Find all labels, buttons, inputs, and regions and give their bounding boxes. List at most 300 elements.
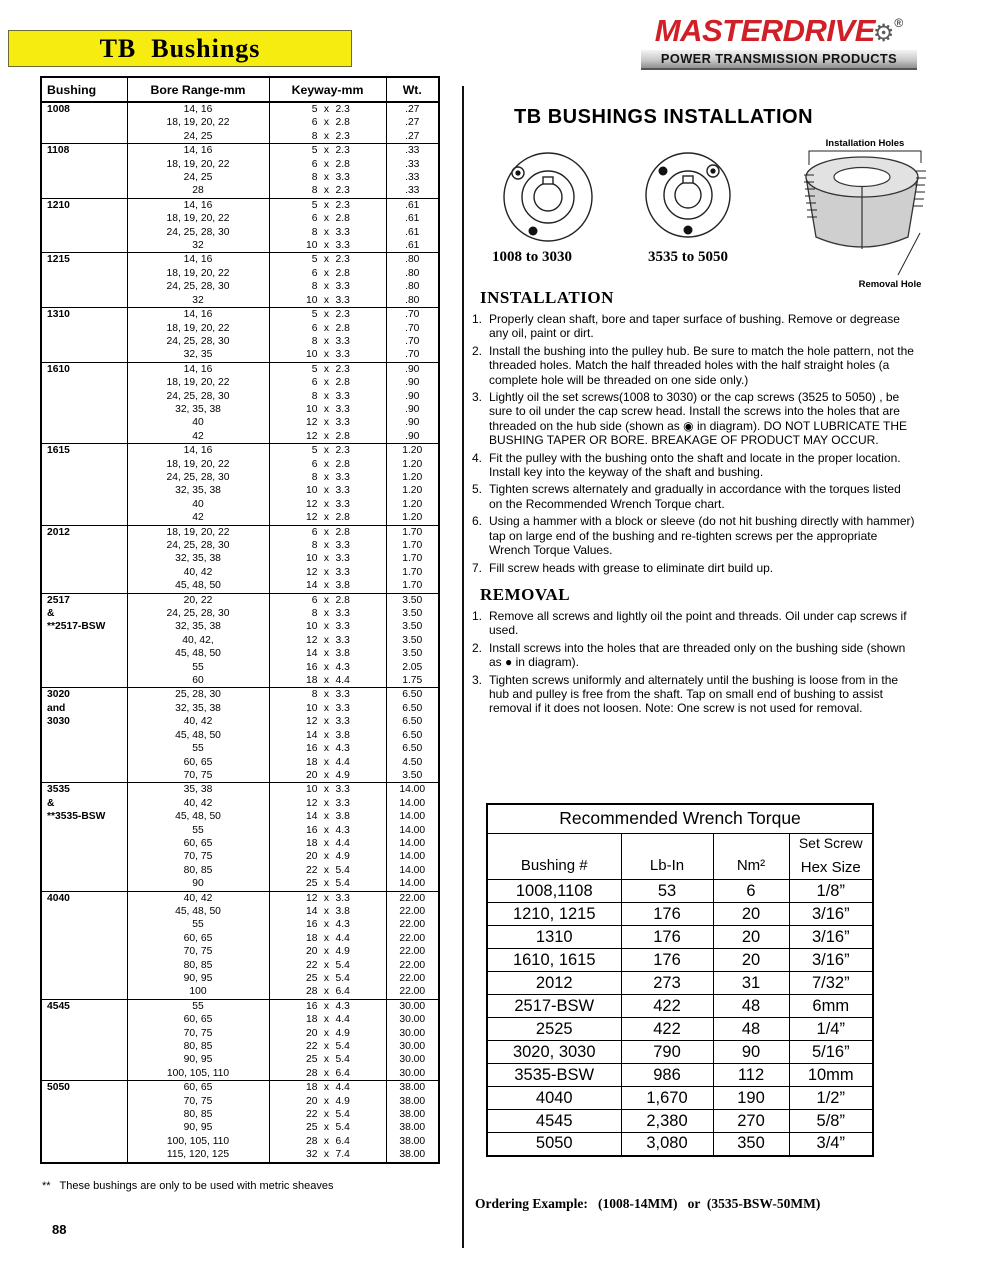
keyway-x: x [323,526,330,538]
torque-header-lbin: Lb-In [621,834,713,880]
hex-size-label: Hex Size [800,859,861,876]
keyway-width: 5 [311,145,318,157]
torque-bushing: 3020, 3030 [487,1041,621,1064]
keyway-x: x [323,445,330,457]
keyway-width: 8 [311,185,318,197]
torque-lbin: 790 [621,1041,713,1064]
weight-value: 1.70 [402,540,423,551]
keyway-width: 22 [306,1041,318,1053]
keyway-width: 12 [306,716,318,728]
weight-cell [386,362,439,443]
keyway-x: x [323,540,330,551]
keyway-value [270,1000,386,1013]
weight-value: 22.00 [399,959,426,971]
torque-row [487,1018,873,1041]
weight-value: 6.50 [402,743,423,755]
keyway-x: x [323,905,330,917]
page-number: 88 [52,1222,67,1237]
keyway-x: x [323,553,330,565]
keyway-width: 10 [306,294,318,306]
keyway-width: 25 [306,973,318,984]
torque-lbin: 1,670 [621,1087,713,1110]
keyway-x: x [323,661,330,673]
keyway-value [270,620,386,633]
torque-nm: 48 [713,1018,789,1041]
keyway-depth: 2.3 [335,104,350,115]
bore-value: 14, 16 [183,363,213,375]
keyway-cell [269,362,386,443]
keyway-width: 10 [306,349,318,361]
keyway-value [270,130,386,143]
bore-value: 32, 35, 38 [175,621,221,633]
keyway-width: 10 [306,702,318,714]
weight-value: .61 [405,226,420,238]
bore-value: 100, 105, 110 [166,1135,230,1147]
keyway-value [270,742,386,755]
keyway-depth: 3.3 [335,634,350,646]
torque-lbin: 53 [621,880,713,903]
weight-value: 30.00 [399,1014,426,1026]
bore-value: 32 [192,240,204,252]
torque-bushing: 2525 [487,1018,621,1041]
bore-value: 35, 38 [183,784,213,796]
keyway-width: 8 [311,335,318,347]
weight-cell [386,102,439,144]
weight-cell [386,308,439,363]
keyway-width: 32 [306,1149,318,1161]
weight-value: 22.00 [399,919,426,931]
bore-value: 100, 105, 110 [166,1067,230,1079]
bore-value: 55 [192,661,204,673]
keyway-depth: 4.3 [335,919,350,931]
keyway-depth: 4.4 [335,932,350,944]
bore-range-cell [127,362,269,443]
keyway-width: 5 [311,199,318,211]
torque-header-hex [789,834,873,880]
bore-value: 40, 42, [182,634,214,646]
torque-lbin: 3,080 [621,1133,713,1156]
step-number: 4. [472,450,483,465]
keyway-value [270,511,386,524]
keyway-value [270,348,386,361]
torque-hex: 10mm [789,1064,873,1087]
torque-hex: 1/2” [789,1087,873,1110]
keyway-x: x [323,689,330,701]
bushing-id-cell [41,444,127,525]
bore-range-cell [127,891,269,999]
keyway-depth: 4.4 [335,837,350,849]
keyway-width: 8 [311,226,318,238]
weight-value: .61 [405,199,420,211]
instructions-column [472,288,922,719]
bore-value: 28 [192,185,204,197]
weight-cell [386,198,439,253]
keyway-depth: 3.3 [335,689,350,701]
keyway-x: x [323,322,330,334]
keyway-depth: 3.3 [335,784,350,796]
keyway-width: 20 [306,1027,318,1039]
weight-cell [386,999,439,1080]
bushing-group [41,102,439,144]
torque-lbin: 176 [621,903,713,926]
bore-value: 60 [192,675,204,687]
weight-value: .80 [405,267,420,279]
step-number: 1. [472,608,483,623]
weight-cell [386,783,439,891]
step-number: 3. [472,390,483,405]
keyway-x: x [323,932,330,944]
keyway-width: 8 [311,172,318,184]
keyway-width: 25 [306,1122,318,1134]
keyway-width: 14 [306,905,318,917]
torque-nm: 48 [713,995,789,1018]
keyway-depth: 3.3 [335,797,350,809]
bushing-id-cell [41,783,127,891]
weight-cell [386,593,439,688]
keyway-depth: 3.3 [335,498,350,510]
keyway-width: 8 [311,281,318,293]
bushing-id-line: & [47,608,55,620]
weight-value: 3.50 [402,594,423,606]
weight-value: .90 [405,417,420,429]
diagram-svg [470,135,948,293]
set-screw-label: Set Screw [798,835,863,851]
keyway-width: 10 [306,403,318,415]
header-keyway: Keyway-mm [269,77,386,102]
bore-value: 18, 19, 20, 22 [166,213,230,225]
bore-value: 40, 42 [183,716,213,728]
bore-value: 90, 95 [183,1122,213,1134]
bore-value: 80, 85 [183,864,213,876]
keyway-x: x [323,240,330,252]
keyway-x: x [323,117,330,129]
bushing-id-line: and [47,702,66,714]
bore-value: 24, 25, 28, 30 [166,471,230,483]
keyway-value [270,226,386,239]
keyway-value [270,335,386,348]
keyway-value [270,403,386,416]
weight-value: .70 [405,322,420,334]
weight-value: 3.50 [402,621,423,633]
bore-value: 18, 19, 20, 22 [166,322,230,334]
keyway-x: x [323,1135,330,1147]
keyway-depth: 2.8 [335,430,350,442]
keyway-depth: 4.9 [335,946,350,958]
weight-value: 1.20 [402,498,423,510]
keyway-x: x [323,390,330,402]
keyway-depth: 4.3 [335,1000,350,1012]
keyway-value [270,1095,386,1108]
keyway-width: 5 [311,445,318,457]
bore-value: 24, 25 [183,172,213,184]
bore-value: 60, 65 [183,1014,213,1026]
weight-cell [386,144,439,199]
bore-value: 18, 19, 20, 22 [166,117,230,129]
bore-value: 45, 48, 50 [175,811,221,823]
keyway-depth: 2.3 [335,185,350,197]
keyway-cell [269,444,386,525]
bore-value: 90 [192,878,204,890]
keyway-value [270,905,386,918]
keyway-depth: 3.3 [335,335,350,347]
keyway-x: x [323,458,330,470]
weight-value: .61 [405,240,420,252]
weight-value: 3.50 [402,634,423,646]
keyway-depth: 3.3 [335,608,350,620]
bushing-group [41,144,439,199]
torque-nm: 90 [713,1041,789,1064]
keyway-value [270,212,386,225]
bore-value: 24, 25, 28, 30 [166,390,230,402]
bore-value: 24, 25, 28, 30 [166,281,230,293]
bore-value: 18, 19, 20, 22 [166,377,230,389]
keyway-x: x [323,946,330,958]
bore-value: 45, 48, 50 [175,648,221,660]
keyway-value [270,769,386,782]
weight-value: 38.00 [399,1109,426,1121]
keyway-value [270,892,386,905]
keyway-value [270,253,386,266]
step-item [472,561,922,575]
bushing-id-line: 1615 [47,445,70,457]
keyway-x: x [323,716,330,728]
keyway-depth: 5.4 [335,1054,350,1066]
bore-value: 32, 35, 38 [175,702,221,714]
bore-value: 24, 25, 28, 30 [166,335,230,347]
keyway-depth: 4.3 [335,661,350,673]
keyway-depth: 2.8 [335,213,350,225]
keyway-value [270,756,386,769]
keyway-value [270,267,386,280]
keyway-value [270,294,386,307]
weight-value: .70 [405,309,420,321]
bore-value: 45, 48, 50 [175,905,221,917]
bushing-id-line: 4040 [47,892,70,904]
keyway-width: 16 [306,661,318,673]
bore-range-cell [127,999,269,1080]
weight-value: 6.50 [402,689,423,701]
bore-value: 24, 25, 28, 30 [166,608,230,620]
weight-value: 4.50 [402,756,423,768]
keyway-x: x [323,363,330,375]
step-item [472,609,922,638]
bore-range-cell [127,688,269,783]
bore-value: 25, 28, 30 [175,689,221,701]
keyway-x: x [323,309,330,321]
keyway-cell [269,144,386,199]
keyway-value [270,824,386,837]
small-range-label: 1008 to 3030 [492,249,572,265]
keyway-value [270,103,386,116]
keyway-value [270,702,386,715]
step-number: 3. [472,672,483,687]
keyway-x: x [323,145,330,157]
keyway-x: x [323,377,330,389]
keyway-width: 14 [306,648,318,660]
bore-value: 42 [192,430,204,442]
keyway-x: x [323,254,330,266]
removal-hole-label: Removal Hole [858,279,922,290]
brand-logo [641,13,917,70]
weight-value: .27 [405,130,420,142]
keyway-width: 8 [311,540,318,551]
torque-row [487,880,873,903]
torque-bushing: 1610, 1615 [487,949,621,972]
removal-steps-list [472,609,922,716]
keyway-value [270,280,386,293]
header-bore-range: Bore Range-mm [127,77,269,102]
weight-value: 22.00 [399,892,426,904]
bore-value: 24, 25 [183,130,213,142]
keyway-depth: 5.4 [335,864,350,876]
keyway-x: x [323,797,330,809]
keyway-x: x [323,226,330,238]
step-text: Using a hammer with a block or sleeve (do not hit bushing directly with hammer) tap on large end of the bushing and re-tighten screws per the appropriate Wrench Torque Values. [489,514,915,558]
keyway-depth: 3.3 [335,226,350,238]
torque-hex: 5/8” [789,1110,873,1133]
keyway-value [270,837,386,850]
bore-value: 32, 35, 38 [175,485,221,497]
keyway-width: 18 [306,1082,318,1094]
weight-value: 14.00 [399,837,426,849]
keyway-width: 20 [306,851,318,863]
keyway-value [270,674,386,687]
keyway-depth: 4.9 [335,1095,350,1107]
step-item [472,451,922,480]
keyway-depth: 2.8 [335,377,350,389]
torque-table-body [487,880,873,1156]
keyway-value [270,945,386,958]
bushing-id-line: 3020 [47,689,70,701]
torque-row [487,972,873,995]
cutaway-bushing-diagram [804,151,926,275]
weight-value: 30.00 [399,1054,426,1066]
weight-value: .61 [405,213,420,225]
keyway-cell [269,1081,386,1163]
torque-header-bushing: Bushing # [487,834,621,880]
weight-value: 30.00 [399,1000,426,1012]
keyway-depth: 5.4 [335,1109,350,1121]
keyway-x: x [323,973,330,984]
bore-value: 60, 65 [183,932,213,944]
keyway-x: x [323,158,330,170]
weight-value: 1.20 [402,458,423,470]
weight-value: 38.00 [399,1082,426,1094]
keyway-value [270,376,386,389]
step-text: Tighten screws uniformly and alternately until the bushing is loose from in the hub and pulley is free from the shaft. Tap on small end of bushing to assist removal if it does not loosen. Note: One screw is not used for removal. [489,672,899,716]
weight-value: 1.75 [402,675,423,687]
weight-value: .90 [405,430,420,442]
keyway-x: x [323,811,330,823]
keyway-x: x [323,648,330,660]
keyway-depth: 2.8 [335,512,350,524]
bushing-id-cell [41,308,127,363]
brand-tagline: POWER TRANSMISSION PRODUCTS [641,50,917,70]
keyway-x: x [323,594,330,606]
torque-table-wrap [486,803,874,1157]
keyway-value [270,634,386,647]
keyway-width: 16 [306,1000,318,1012]
keyway-depth: 3.3 [335,240,350,252]
keyway-cell [269,891,386,999]
weight-value: 14.00 [399,797,426,809]
keyway-depth: 3.3 [335,403,350,415]
bushing-id-cell [41,253,127,308]
bore-value: 40 [192,417,204,429]
keyway-width: 12 [306,797,318,809]
weight-value: .80 [405,294,420,306]
weight-value: 1.70 [402,553,423,565]
keyway-depth: 2.8 [335,158,350,170]
keyway-value [270,308,386,321]
keyway-width: 8 [311,390,318,402]
keyway-width: 18 [306,1014,318,1026]
bushing-id-line: 2517 [47,594,70,606]
torque-hex: 3/16” [789,949,873,972]
weight-value: 1.20 [402,512,423,524]
weight-value: 30.00 [399,1041,426,1053]
keyway-depth: 4.9 [335,769,350,781]
keyway-width: 8 [311,471,318,483]
torque-nm: 190 [713,1087,789,1110]
bore-range-cell [127,102,269,144]
keyway-width: 20 [306,1095,318,1107]
keyway-value [270,430,386,443]
keyway-depth: 3.3 [335,566,350,578]
keyway-value [270,661,386,674]
weight-cell [386,688,439,783]
keyway-value [270,715,386,728]
keyway-width: 12 [306,512,318,524]
weight-value: 38.00 [399,1149,426,1161]
keyway-x: x [323,878,330,890]
torque-row [487,926,873,949]
keyway-x: x [323,986,330,998]
keyway-width: 8 [311,689,318,701]
keyway-x: x [323,1014,330,1026]
weight-value: 30.00 [399,1027,426,1039]
keyway-width: 16 [306,824,318,836]
keyway-value [270,985,386,998]
keyway-depth: 2.8 [335,594,350,606]
keyway-depth: 5.4 [335,959,350,971]
keyway-x: x [323,403,330,415]
keyway-depth: 3.3 [335,294,350,306]
keyway-depth: 2.8 [335,526,350,538]
keyway-x: x [323,1122,330,1134]
keyway-value [270,1148,386,1161]
bore-value: 32, 35, 38 [175,553,221,565]
keyway-x: x [323,566,330,578]
keyway-x: x [323,675,330,687]
keyway-depth: 2.3 [335,309,350,321]
keyway-width: 22 [306,1109,318,1121]
keyway-value [270,1121,386,1134]
small-bushing-diagram [504,153,592,241]
bore-value: 14, 16 [183,254,213,266]
bore-range-cell [127,198,269,253]
keyway-x: x [323,864,330,876]
bushing-group [41,525,439,593]
torque-table-title: Recommended Wrench Torque [487,804,873,834]
keyway-depth: 3.3 [335,485,350,497]
weight-value: 38.00 [399,1095,426,1107]
torque-header-row [487,834,873,880]
bore-range-cell [127,444,269,525]
step-text: Fill screw heads with grease to eliminate dirt build up. [489,560,774,575]
torque-bushing: 4040 [487,1087,621,1110]
bore-value: 14, 16 [183,199,213,211]
